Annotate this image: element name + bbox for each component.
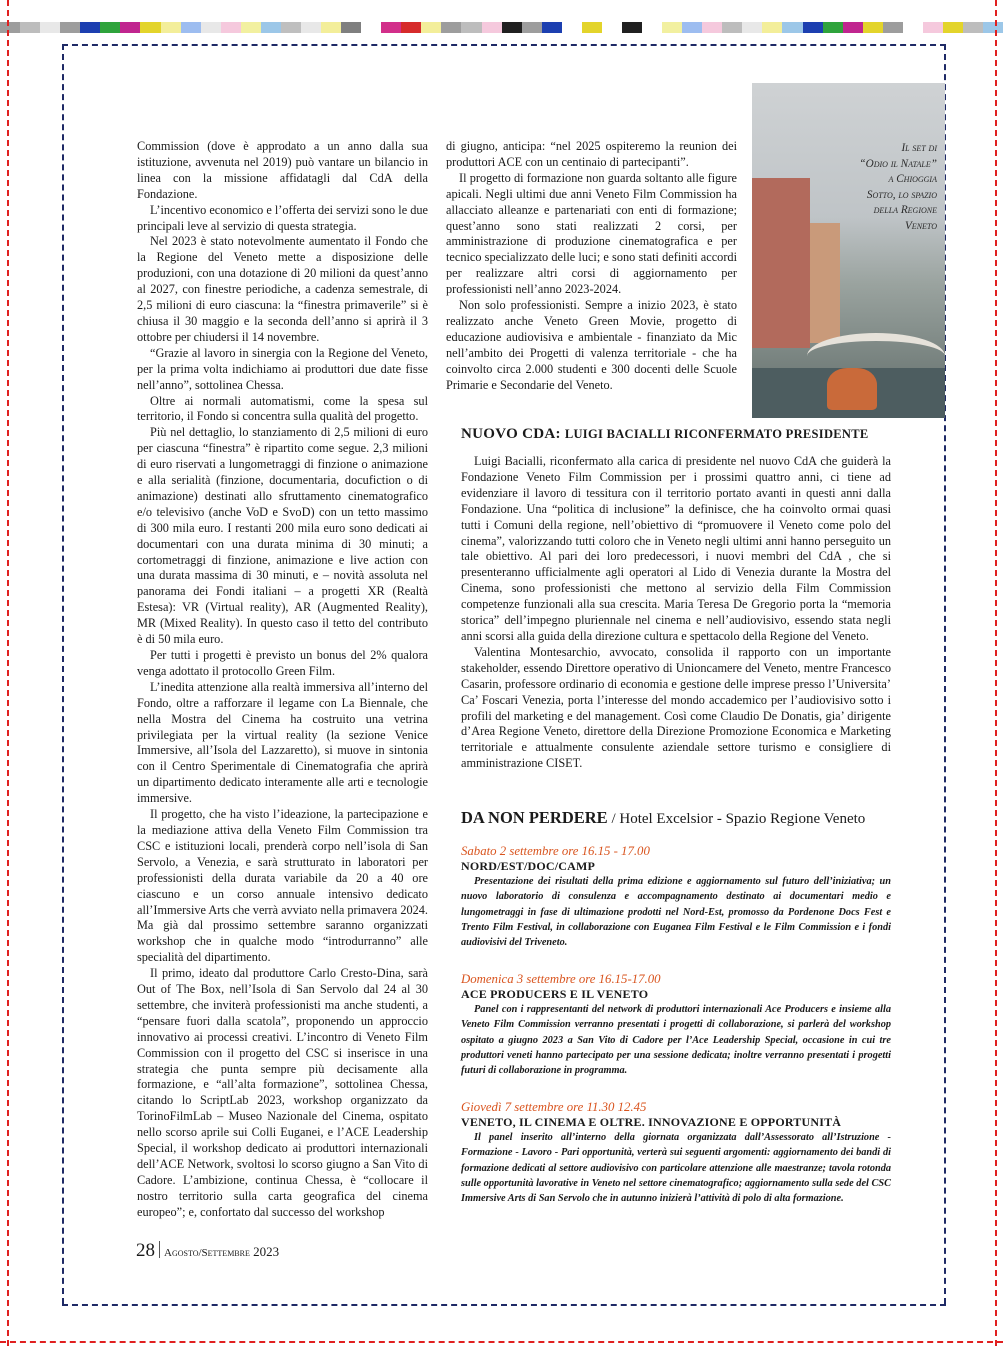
paragraph: Il progetto di formazione non guarda soltanto alle figure apicali. Negli ultimi due anni Veneto Film Commission ha allacciato alleanze e partenariati con enti di formazione; quest’anno sono stati realizzati 2 corsi, per amministrazione di produzione cinematografica e per tecnico specializzato delle luci; e sono stati definiti accordi per realizzare altri corsi di aggiornamento per professionisti nell’anno 2023-2024. (446, 170, 737, 297)
paragraph: Nel 2023 è stato notevolmente aumentato il Fondo che la Regione del Veneto mette a disposizione delle produzioni, con una dotazione di 20 milioni da quest’anno al 2027, con finestre periodiche, a cadenza semestrale, di 2,5 milioni di euro ciascuna: la “finestra primaverile” si è chiusa il 30 maggio e la seconda dell’anno si aprirà il 3 ottobre per chiudersi il 14 novembre. (137, 234, 428, 344)
event-date: Sabato 2 settembre ore 16.15 - 17.00 (461, 844, 650, 858)
color-swatch (361, 22, 381, 33)
paragraph: Non solo professionisti. Sempre a inizio 2023, è stato realizzato anche Veneto Green Movie, progetto di educazione audiovisiva e ambientale - finanziato da Mic nell’ambito dei Progetti di valenza territoriale - che ha coinvolto circa 2.000 studenti e 300 docenti delle Scuole Primarie e Secondarie del Veneto. (446, 298, 737, 392)
color-swatch (221, 22, 241, 33)
color-swatch (522, 22, 542, 33)
color-swatch (201, 22, 221, 33)
color-swatch (762, 22, 782, 33)
paragraph: Oltre ai normali automatismi, come la spesa sul territorio, il Fondo si concentra sulla qualità del progetto. (137, 393, 428, 424)
color-swatch (261, 22, 281, 33)
color-swatch (401, 22, 421, 33)
color-swatch (602, 22, 622, 33)
color-swatch (60, 22, 80, 33)
paragraph: Luigi Bacialli, riconfermato alla carica di presidente nel nuovo CdA che guiderà la Fondazione Veneto Film Commission per i prossimi quattro anni, ci tiene ad evidenziare il lavoro di tessitura con il territorio portato avanti in questi anni dalla Fondazione. Una “politica di inclusione” la definisce, che ha coinvolto ormai quasi tutti i Comuni della regione, nell’obiettivo di “promuovere il Veneto come polo del cinema”, valorizzando tutti coloro che in Veneto negli ultimi anni hanno perseguito un tale obiettivo. Al pari dei loro predecessori, i nuovi membri del CdA , che si presenteranno ufficialmente agli operatori al Lido di Venezia durante la Mostra del Cinema, sono professionisti che mettono al servizio della Film Commission competenze funzionali alla sua crescita. Maria Teresa De Gregorio porta la “memoria storica” dell’impegno pluriennale nel cinema e nell’audiovisivo, essendo stata negli anni scorsi alla guida della direzione cultura e spettacolo della Regione del Veneto. (461, 454, 891, 643)
issue-month: Agosto/Settembre (164, 1247, 250, 1259)
event-description: Il panel inserito all’interno della giornata organizzata dall’Assessorato all’Istruzione - Formazione - Lavoro - Pari opportunità, verterà sui seguenti argomenti: aggiornamento dei bandi di formazione dedicati al settore audiovisivo con particolare attenzione alle maestranze; tavola rotonda sulle opportunità lavorative in Veneto nel settore cinematografico; aggiornamento sulla sede del CSC Immersive Arts di San Servolo che in autunno inizierà l’attività di polo di alta formazione. (461, 1132, 891, 1205)
cda-title-rest: LUIGI BACIALLI RICONFERMATO PRESIDENTE (564, 427, 869, 441)
color-swatch (0, 22, 20, 33)
color-swatch (983, 22, 1003, 33)
frame-bottom (62, 1304, 946, 1306)
color-swatch (341, 22, 361, 33)
color-swatch (562, 22, 582, 33)
color-swatch (281, 22, 301, 33)
frame-top (62, 44, 946, 46)
crop-mark-left (7, 0, 9, 1346)
paragraph: di giugno, anticipa: “nel 2025 ospiteremo la reunion dei produttori ACE con un centinaio di partecipanti”. (446, 139, 737, 169)
color-swatch (803, 22, 823, 33)
dnp-title-lead: DA NON PERDERE (461, 808, 608, 827)
event-title: VENETO, IL CINEMA E OLTRE. INNOVAZIONE E OPPORTUNITÀ (461, 1115, 842, 1129)
color-swatch (542, 22, 562, 33)
caption-line: a Chioggia (888, 173, 937, 186)
color-swatch (482, 22, 502, 33)
color-swatch (582, 22, 602, 33)
color-swatch (381, 22, 401, 33)
color-swatch (120, 22, 140, 33)
color-swatch (963, 22, 983, 33)
paragraph: Valentina Montesarchio, avvocato, consolida il rapporto con un importante stakeholder, essendo Direttore operativo di Unioncamere del Veneto, mentre Francesco Casarin, professore ordinario di economia e gestione delle imprese presso l’Universita’ Ca’ Foscari Venezia, porta l’interesse del mondo accademico per l’audiovisivo sotto i profili del marketing e del management. Così come Claudio De Donatis, gia’ dirigente d’Area Regione Veneto, direttore della Direzione Promozione Economica e Marketing territoriale e attualmente consulente aziendale settore turismo e consigliere di amministrazione CISET. (461, 644, 891, 771)
paragraph: Il primo, ideato dal produttore Carlo Cresto-Dina, sarà Out of The Box, nell’Isola di San Servolo dal 24 al 30 settembre, che inviterà professionisti ma anche studenti, a “pensare fuori dalla scatola”, proponendo un approccio innovativo ai processi creativi. L’incontro di Veneto Film Commission con il progetto del CSC si inserisce in una strategia che punta sempre più decisamente alla formazione, e “all’alta formazione”, sottolinea Chessa, citando lo ScriptLab 2023, workshop organizzato da TorinoFilmLab – Museo Nazionale del Cinema, ospitato nello scorso aprile sui Colli Euganei, e l’ACE Leadership Special, il workshop dedicato ai produttori internazionali dell’ACE Network, svoltosi lo scorso giugno a San Vito di Cadore. L’ambizione, continua Chessa, è “collocare il nostro territorio sulla carta geografica del cinema europeo”; e, confortato dal successo del workshop (137, 966, 428, 1219)
paragraph: L’inedita attenzione alla realtà immersiva all’interno del Fondo, oltre a rafforzare il legame con La Biennale, che nella Mostra del Cinema ha costruito una vetrina privilegiata per la virtual reality (la sezione Venice Immersive, all’Isola del Lazzaretto), si muove in sintonia con il Centro Sperimentale di Cinematografia che aprirà un dipartimento dedicato interamente alle arti e tecnologie immersive. (137, 679, 428, 806)
color-swatch (161, 22, 181, 33)
article-column-left (137, 139, 428, 1221)
color-swatch (662, 22, 682, 33)
paragraph: L’incentivo economico e l’offerta dei servizi sono le due principali leve al servizio di questa strategia. (137, 202, 428, 233)
article-column-middle (446, 139, 737, 394)
photo-caption (787, 141, 937, 235)
caption-line: “Odio il Natale” (859, 157, 937, 170)
event-description: Panel con i rappresentanti del network di produttori internazionali Ace Producers e insieme alla Veneto Film Commission verranno presentati i progetti di collaborazione, si parlerà del workshop ospitato a giugno 2023 a San Vito di Cadore per l’Ace Leadership Special, occasione in cui tre produttori veneti hanno partecipato per una sessione dedicata; inoltre verranno presentati i progetti futuri di collaborazione in programma. (461, 1004, 891, 1077)
crop-mark-right (995, 0, 997, 1346)
page-number: 28 (136, 1240, 155, 1261)
paragraph: Il progetto, che ha visto l’ideazione, la partecipazione e la mediazione attiva della Veneto Film Commission tra CSC e istituzioni locali, prenderà corpo nell’isola di San Servolo, a Venezia, e sarà strutturato in laboratori per professionisti della durata variabile da 20 a 40 ore ciascuno e un corso annuale intensivo dedicato all’Immersive Arts che verrà avviato nella primavera 2024. Ma già dal prossimo settembre saranno organizzati workshop che in qualche modo “introdurranno” alle specialità del dipartimento. (137, 807, 428, 965)
caption-line: della Regione (873, 204, 937, 217)
color-swatch (301, 22, 321, 33)
color-swatch (421, 22, 441, 33)
color-swatch (883, 22, 903, 33)
caption-line: Veneto (904, 219, 937, 232)
paragraph: Per tutti i progetti è previsto un bonus del 2% qualora venga adottato il protocollo Green Film. (137, 648, 428, 678)
color-swatch (461, 22, 481, 33)
color-swatch (702, 22, 722, 33)
event-item-3 (461, 1100, 891, 1206)
paragraph: Più nel dettaglio, lo stanziamento di 2,5 milioni di euro per ciascuna “finestra” è ripartito come segue. 2,3 milioni di euro riservati a lungometraggi di finzione o animazione e alla serialità (finzione, documentaria, docufiction o di animazione) destinati allo sfruttamento cinematografico e/o televisivo (anche VoD e SvoD) con un tetto massimo di 300 mila euro. I restanti 200 mila euro sono dedicati ai documentari con una durata minima di 30 minuti; a cortometraggi di finzione, animazione e live action con una durata massima di 30 minuti, e – novità assoluta nel panorama dei Fondi italiani – a progetti XR (Realtà Estesa): VR (Virtual reality), AR (Augmented Reality), MR (Mixed Reality). In questo caso il tetto del contributo è di 50 mila euro. (137, 425, 428, 647)
cda-section-body (461, 454, 891, 772)
color-swatch (642, 22, 662, 33)
color-swatch (321, 22, 341, 33)
color-swatch (682, 22, 702, 33)
dnp-title-rest: / Hotel Excelsior - Spazio Regione Veneto (607, 811, 866, 827)
dnp-section-title (461, 808, 865, 828)
color-swatch (782, 22, 802, 33)
paragraph: “Grazie al lavoro in sinergia con la Regione del Veneto, per la prima volta indichiamo ai produttori due date fisse nell’anno”, sottolinea Chessa. (137, 345, 428, 392)
frame-left (62, 44, 64, 1304)
color-swatch (100, 22, 120, 33)
page-footer (136, 1240, 279, 1262)
caption-line: Il set di (901, 142, 937, 154)
color-swatch (823, 22, 843, 33)
color-swatch (80, 22, 100, 33)
color-swatch (20, 22, 40, 33)
color-swatch (923, 22, 943, 33)
color-swatch (863, 22, 883, 33)
print-color-bar (0, 22, 1003, 33)
color-swatch (903, 22, 923, 33)
event-description: Presentazione dei risultati della prima edizione e aggiornamento sul futuro dell’iniziativa; un nuovo laboratorio di consulenza e accompagnamento destinato ai documentari medio e lungometraggi in fase di ultimazione prodotti nel Nord-Est, promosso da Pordenone Docs Fest e Trento Film Festival, in collaborazione con Euganea Film Festival e le Film Commission e i fondi audiovisivi del Triveneto. (461, 876, 891, 949)
event-date: Domenica 3 settembre ore 16.15-17.00 (461, 972, 661, 986)
color-swatch (943, 22, 963, 33)
cda-section-title (461, 426, 869, 443)
color-swatch (241, 22, 261, 33)
event-date: Giovedì 7 settembre ore 11.30 12.45 (461, 1100, 647, 1114)
color-swatch (181, 22, 201, 33)
color-swatch (843, 22, 863, 33)
event-title: ACE PRODUCERS E IL VENETO (461, 987, 649, 1001)
color-swatch (742, 22, 762, 33)
event-item-1 (461, 844, 891, 950)
paragraph: Commission (dove è approdato a un anno dalla sua istituzione, avvenuta nel 2019) può vantare un bilancio in linea con la missione affidatagli dal CdA della Fondazione. (137, 139, 428, 201)
event-item-2 (461, 972, 891, 1078)
event-title: NORD/EST/DOC/CAMP (461, 859, 596, 873)
caption-line: Sotto, lo spazio (866, 188, 937, 201)
cda-title-lead: NUOVO CDA: (461, 426, 565, 442)
color-swatch (40, 22, 60, 33)
crop-mark-bottom (0, 1341, 1003, 1343)
issue-year: 2023 (253, 1244, 280, 1259)
color-swatch (140, 22, 160, 33)
color-swatch (722, 22, 742, 33)
color-swatch (441, 22, 461, 33)
photo-chioggia-set (752, 83, 945, 418)
color-swatch (622, 22, 642, 33)
color-swatch (502, 22, 522, 33)
